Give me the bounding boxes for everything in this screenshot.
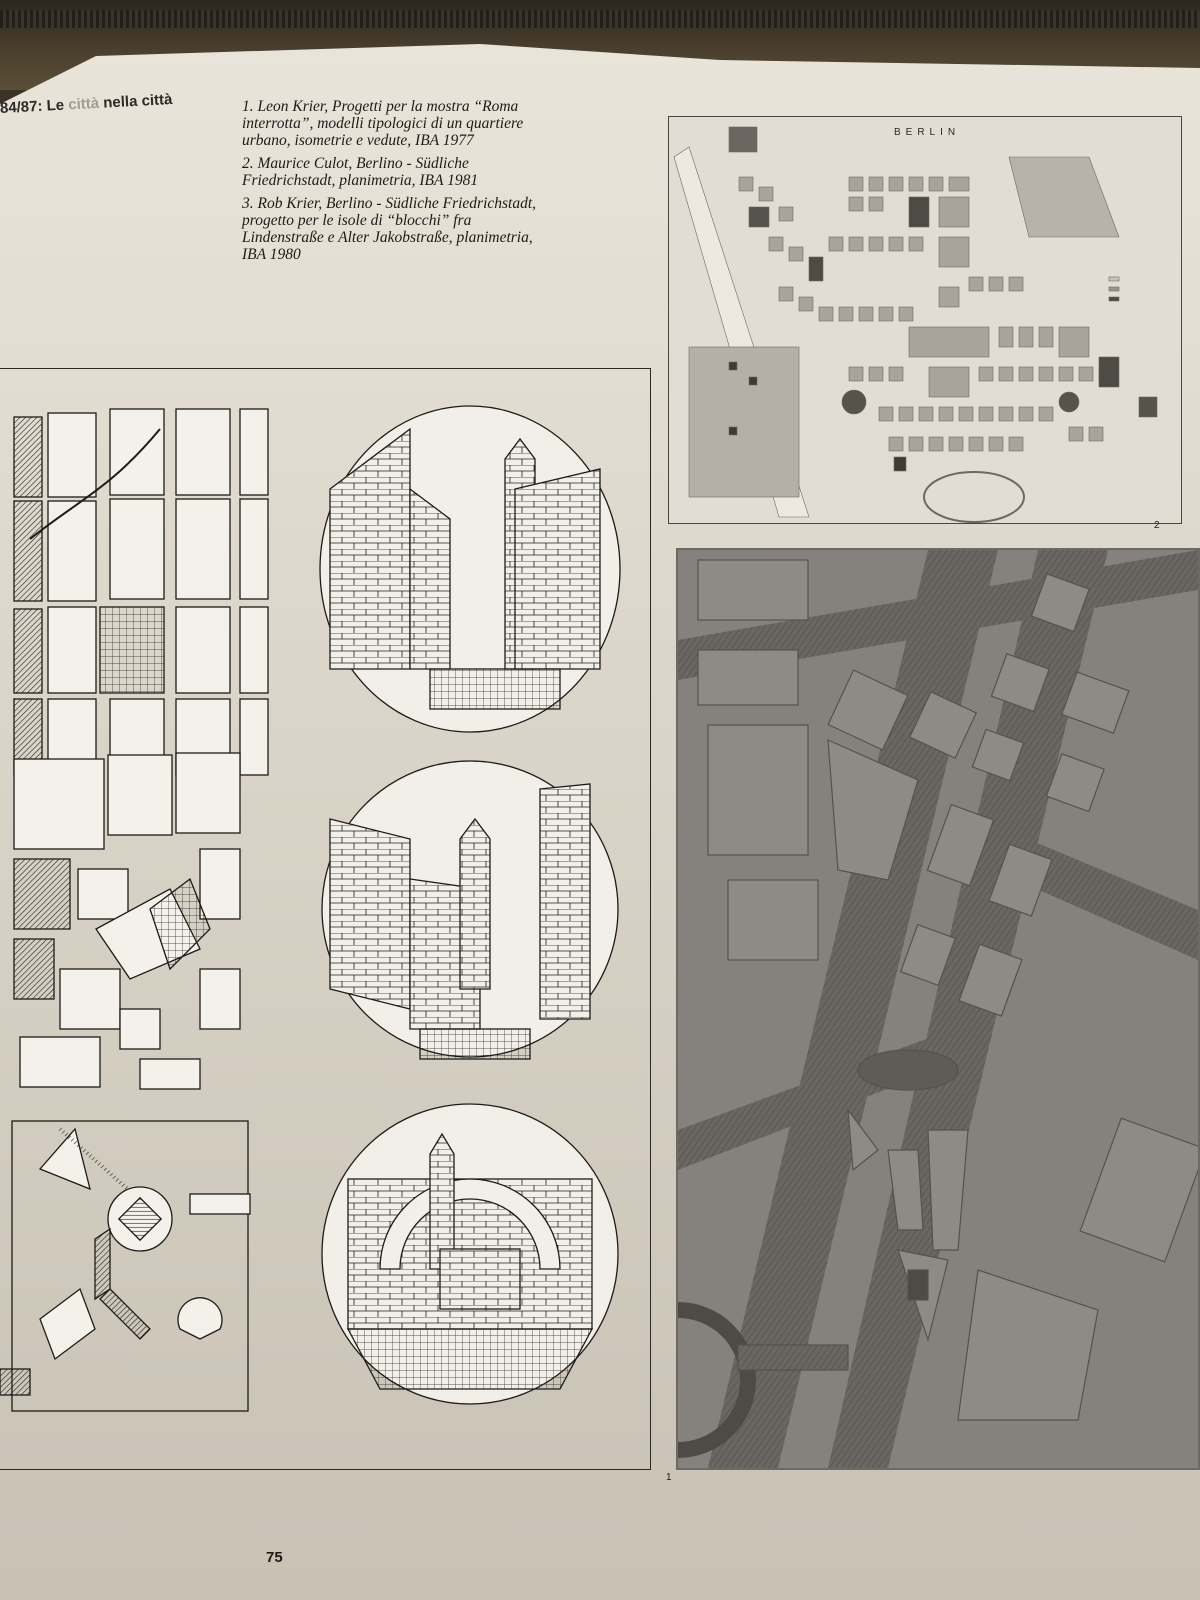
towers-perspective-circle [322,761,618,1059]
figure-1-frame [0,368,651,1470]
isometric-block-grid [14,409,268,775]
isometric-plaza-plan [0,1121,250,1411]
figure-1-number: 1 [666,1472,672,1483]
figure-1-drawings [0,369,650,1469]
title-rest: nella città [102,90,173,112]
page-number: 75 [266,1549,283,1566]
caption-1: 1. Leon Krier, Progetti per la mostra “Roma interrotta”, modelli tipologici di un quartiere urbano, isometrie e vedute, IBA 1977 [242,98,524,149]
cover-stitching [0,10,1200,28]
street-perspective-circle [320,406,620,732]
figure-2-number: 2 [1154,520,1160,531]
krier-plan-drawing [678,550,1198,1468]
arch-perspective-circle [322,1104,618,1404]
caption-2: 2. Maurice Culot, Berlino - Südliche Friedrichstadt, planimetria, IBA 1981 [242,155,479,189]
title-word: Le [46,96,65,115]
caption-3: 3. Rob Krier, Berlino - Südliche Friedrichstadt, progetto per le isole di “blocchi” fra Lindenstraße e Alter Jakobstraße, planimetria, IBA 1980 [242,195,537,263]
figure-3-krier-plan [676,548,1200,1470]
figure-2-berlin-plan [668,116,1182,524]
title-prefix: 84/87: [0,97,43,117]
map-title: BERLIN [894,127,961,138]
title-faded-word: città [67,94,100,114]
figure-captions [242,98,552,269]
berlin-plan-drawing [669,117,1181,523]
isometric-broken-blocks [14,753,240,1089]
